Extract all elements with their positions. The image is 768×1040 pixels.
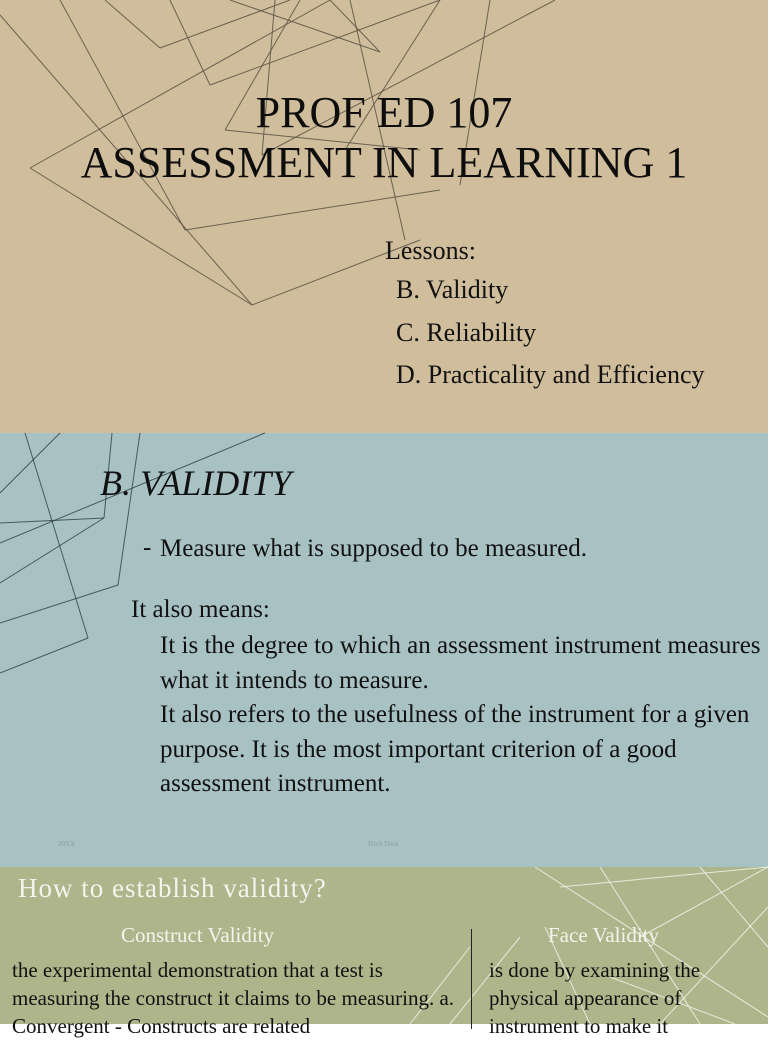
footer-deck-name: Pitch Deck <box>368 840 399 848</box>
deco-line <box>0 518 104 583</box>
lessons-list <box>396 269 705 397</box>
deco-line <box>330 0 380 52</box>
slide-2-validity <box>0 433 768 867</box>
also-means-label: It also means: <box>131 596 270 623</box>
lessons-label: Lessons: <box>385 236 476 265</box>
deco-line <box>185 190 440 230</box>
deco-line <box>0 585 118 623</box>
deco-line <box>210 0 440 85</box>
deco-line <box>700 867 768 947</box>
face-validity-text: is done by examining the physical appearance of instrument to make it <box>489 958 701 1038</box>
slide-3-establish-validity <box>0 867 768 1038</box>
deco-line <box>160 0 290 48</box>
title-line-2: ASSESSMENT IN LEARNING 1 <box>80 138 688 187</box>
construct-validity-heading: Construct Validity <box>121 923 275 947</box>
deco-line <box>170 0 210 85</box>
deco-line <box>30 168 252 305</box>
deco-line <box>640 867 768 937</box>
definition-paragraph: It is the degree to which an assessment instrument measures what it intends to measure. <box>160 632 761 694</box>
construct-validity-text: the experimental demonstration that a test is measuring the construct it claims to be measuring. a. Convergent - Constructs are related <box>12 958 455 1038</box>
definition-paragraph: It also refers to the usefulness of the instrument for a given purpose. It is the most important criterion of a good assessment instrument. <box>160 701 750 797</box>
deco-line <box>560 867 768 887</box>
footer-year: 20XX <box>58 840 76 848</box>
face-validity-heading: Face Validity <box>548 923 660 947</box>
deco-line <box>0 433 60 493</box>
section-title: How to establish validity? <box>18 873 327 903</box>
bullet-dash: - <box>143 534 152 561</box>
deco-line <box>105 0 160 48</box>
lesson-item: C. Reliability <box>396 317 537 347</box>
deco-line <box>118 433 140 585</box>
slide-1-title <box>0 0 768 433</box>
title-line-1: PROF ED 107 <box>255 88 513 137</box>
section-title: B. VALIDITY <box>100 463 292 503</box>
deco-line <box>25 433 88 638</box>
page-title <box>0 88 768 188</box>
deco-line <box>230 0 380 52</box>
deco-line <box>0 638 88 673</box>
lesson-item: D. Practicality and Efficiency <box>396 360 705 389</box>
deco-line <box>0 518 104 523</box>
bullet-text: Measure what is supposed to be measured. <box>160 535 587 562</box>
definition-body <box>160 629 766 802</box>
lesson-item: B. Validity <box>396 275 509 304</box>
